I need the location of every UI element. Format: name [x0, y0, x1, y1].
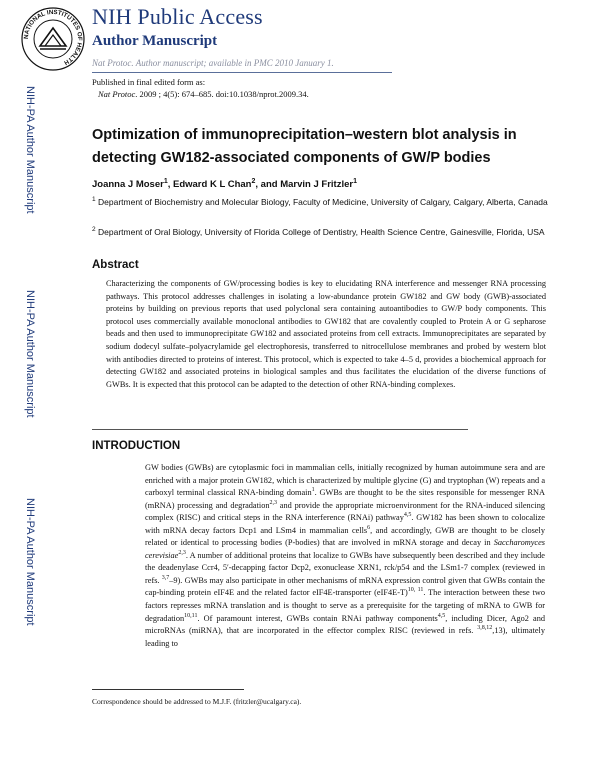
species-name: Saccharomyces cerevisiae [145, 538, 545, 560]
affiliation-text: Department of Biochemistry and Molecular Biology, Faculty of Medicine, University of Calgary, Calgary, Alberta, Canada [98, 196, 548, 207]
published-label: Published in final edited form as: [92, 77, 206, 87]
intro-text: . A number of additional proteins that localize to GWBs have subsequently been described and they include the deadenylase Ccr4, 5′-decapping factor Dcp2, exonuclease XRN1, rck/p54 and the LSm1-7 complex (reviewed in refs. [145, 550, 545, 585]
citation-ref: 2,3 [269, 499, 278, 506]
nih-logo [20, 6, 86, 72]
intro-text: GW bodies (GWBs) are cytoplasmic foci in mammalian cells, initially recognized by human autoimmune sera and are enriched with a major protein GW182, which is characterized by multiple glycine (G) and tryptophan (W) repeats and a carboxyl terminal classical RNA-binding domain [145, 463, 545, 498]
affiliation [92, 223, 552, 239]
sidebar-label-top: NIH-PA Author Manuscript [24, 86, 36, 214]
abstract-divider [92, 429, 468, 430]
citation-journal: Nat Protoc [98, 89, 136, 99]
author-separator: , [167, 179, 173, 191]
nih-public-access-title: NIH Public Access [92, 4, 263, 29]
introduction-body [145, 462, 545, 650]
citation-details: . 2009 ; 4(5): 674–685. doi:10.1038/nprot.2009.34. [135, 89, 309, 99]
article-title: Optimization of immunoprecipitation–western blot analysis in detecting GW182-associated components of GW/P bodies [92, 127, 517, 166]
abstract-heading: Abstract [92, 259, 139, 271]
affiliation-number: 1 [92, 196, 96, 203]
citation-ref: 2,3 [178, 550, 186, 557]
citation-ref: 4,5 [403, 512, 412, 519]
publication-info [92, 76, 309, 100]
intro-text: . GWBs are thought to be the sites responsible for messenger RNA (mRNA) processing and degradation [145, 488, 545, 510]
author-separator: , and [255, 179, 281, 191]
introduction-heading: INTRODUCTION [92, 440, 181, 452]
sidebar-label-bottom: NIH-PA Author Manuscript [24, 498, 36, 626]
citation-ref: 4,5 [437, 612, 446, 619]
citation-ref: 3,8,12 [477, 625, 493, 632]
intro-text: , and accordingly, GWB are thought to be closely related or identical to processing bodies (P-bodies) that are involved in mRNA storage and decay in [145, 525, 545, 548]
author-affil-ref: 1 [163, 178, 168, 185]
affiliation-number: 2 [92, 226, 96, 233]
citation-ref: 6 [367, 524, 371, 531]
intro-text: , including Dicer, Ago2 and microRNAs (miRNA), that are incorporated in the effector complex RISC (reviewed in refs. [145, 613, 545, 636]
author-affil-ref: 2 [251, 178, 256, 185]
sidebar-label-middle: NIH-PA Author Manuscript [24, 290, 36, 418]
affiliation [92, 193, 552, 209]
affiliation-text: Department of Oral Biology, University of Florida College of Dentistry, Health Science Centre, Gainesville, Florida, USA [98, 226, 545, 237]
availability-note [92, 58, 334, 68]
correspondence-footnote: Correspondence should be addressed to M.J.F. (fritzler@ucalgary.ca). [92, 697, 302, 706]
intro-text: . GW182 has been shown to colocalize with mRNA decay factors Dcp1 and LSm4 in mammalian cells [145, 513, 545, 535]
author-affil-ref: 1 [353, 178, 357, 185]
abstract-body: Characterizing the components of GW/processing bodies is key to elucidating RNA interference and messenger RNA processing pathways. This protocol addresses challenges in isolating a low-abundance protein GW182 and GW body (GWB)-associated proteins by building on previous reports that used polyclonal sera containing autoantibodies to GW/P body components. This protocol uses commercially available monoclonal antibodies to GW182 that are covalently coupled to Protein A or G sepharose beads and then used to immunoprecipitate GW182 and associated proteins from cell extracts. Immunoprecipitates are separated by sodium dodecyl sulfate–polyacrylamide gel electrophoresis, transferred to nitrocellulose membranes and probed by western blot with antibodies directed to proteins of interest. This protocol, which is expected to take 4–5 d, provides a biochemical approach for detecting GW182 and associated proteins in biological samples and thus facilitates the elucidation of the diverse functions of GWBs. It is expected that this protocol can be adapted to the detection of other RNA-binding complexes. [106, 279, 546, 389]
intro-text: and provide the appropriate microenvironment for the RNA-induced silencing complex (RISC) and critical steps in the RNA interference (RNAi) pathway [145, 500, 545, 523]
intro-text: . The interaction between these two factors represses mRNA translation and is thought to serve as a prerequisite for the targeting of mRNA to GWB for degradation [145, 588, 545, 623]
intro-text: ,13), ultimately leading to [145, 626, 545, 648]
citation-ref: 10,11 [184, 612, 198, 619]
citation [92, 88, 309, 100]
author-list [92, 178, 357, 190]
header-divider [92, 72, 392, 73]
citation-ref: 1 [311, 487, 315, 494]
author-name: Joanna J Moser [92, 179, 164, 191]
note-journal: Nat Protoc [92, 58, 132, 68]
logo-ring-text: NATIONAL INSTITUTES OF HEALTH [22, 8, 84, 67]
author-name: Marvin J Fritzler [280, 179, 354, 191]
intro-text: . Of paramount interest, GWBs contain RNAi pathway components [197, 613, 438, 623]
author-name: Edward K L Chan [173, 179, 252, 191]
citation-ref: 3,7 [161, 575, 170, 582]
note-text: . Author manuscript; available in PMC 2010 January 1. [131, 58, 334, 68]
footnote-divider [92, 689, 244, 690]
intro-text: –9). GWBs may also participate in other mechanisms of mRNA expression control given that GWBs contain the cap-binding protein eIF4E and the related factor eIF4E-transporter (eIF4E-T) [145, 575, 545, 598]
author-manuscript-subtitle: Author Manuscript [92, 33, 218, 49]
citation-ref: 10, 11 [407, 587, 424, 594]
